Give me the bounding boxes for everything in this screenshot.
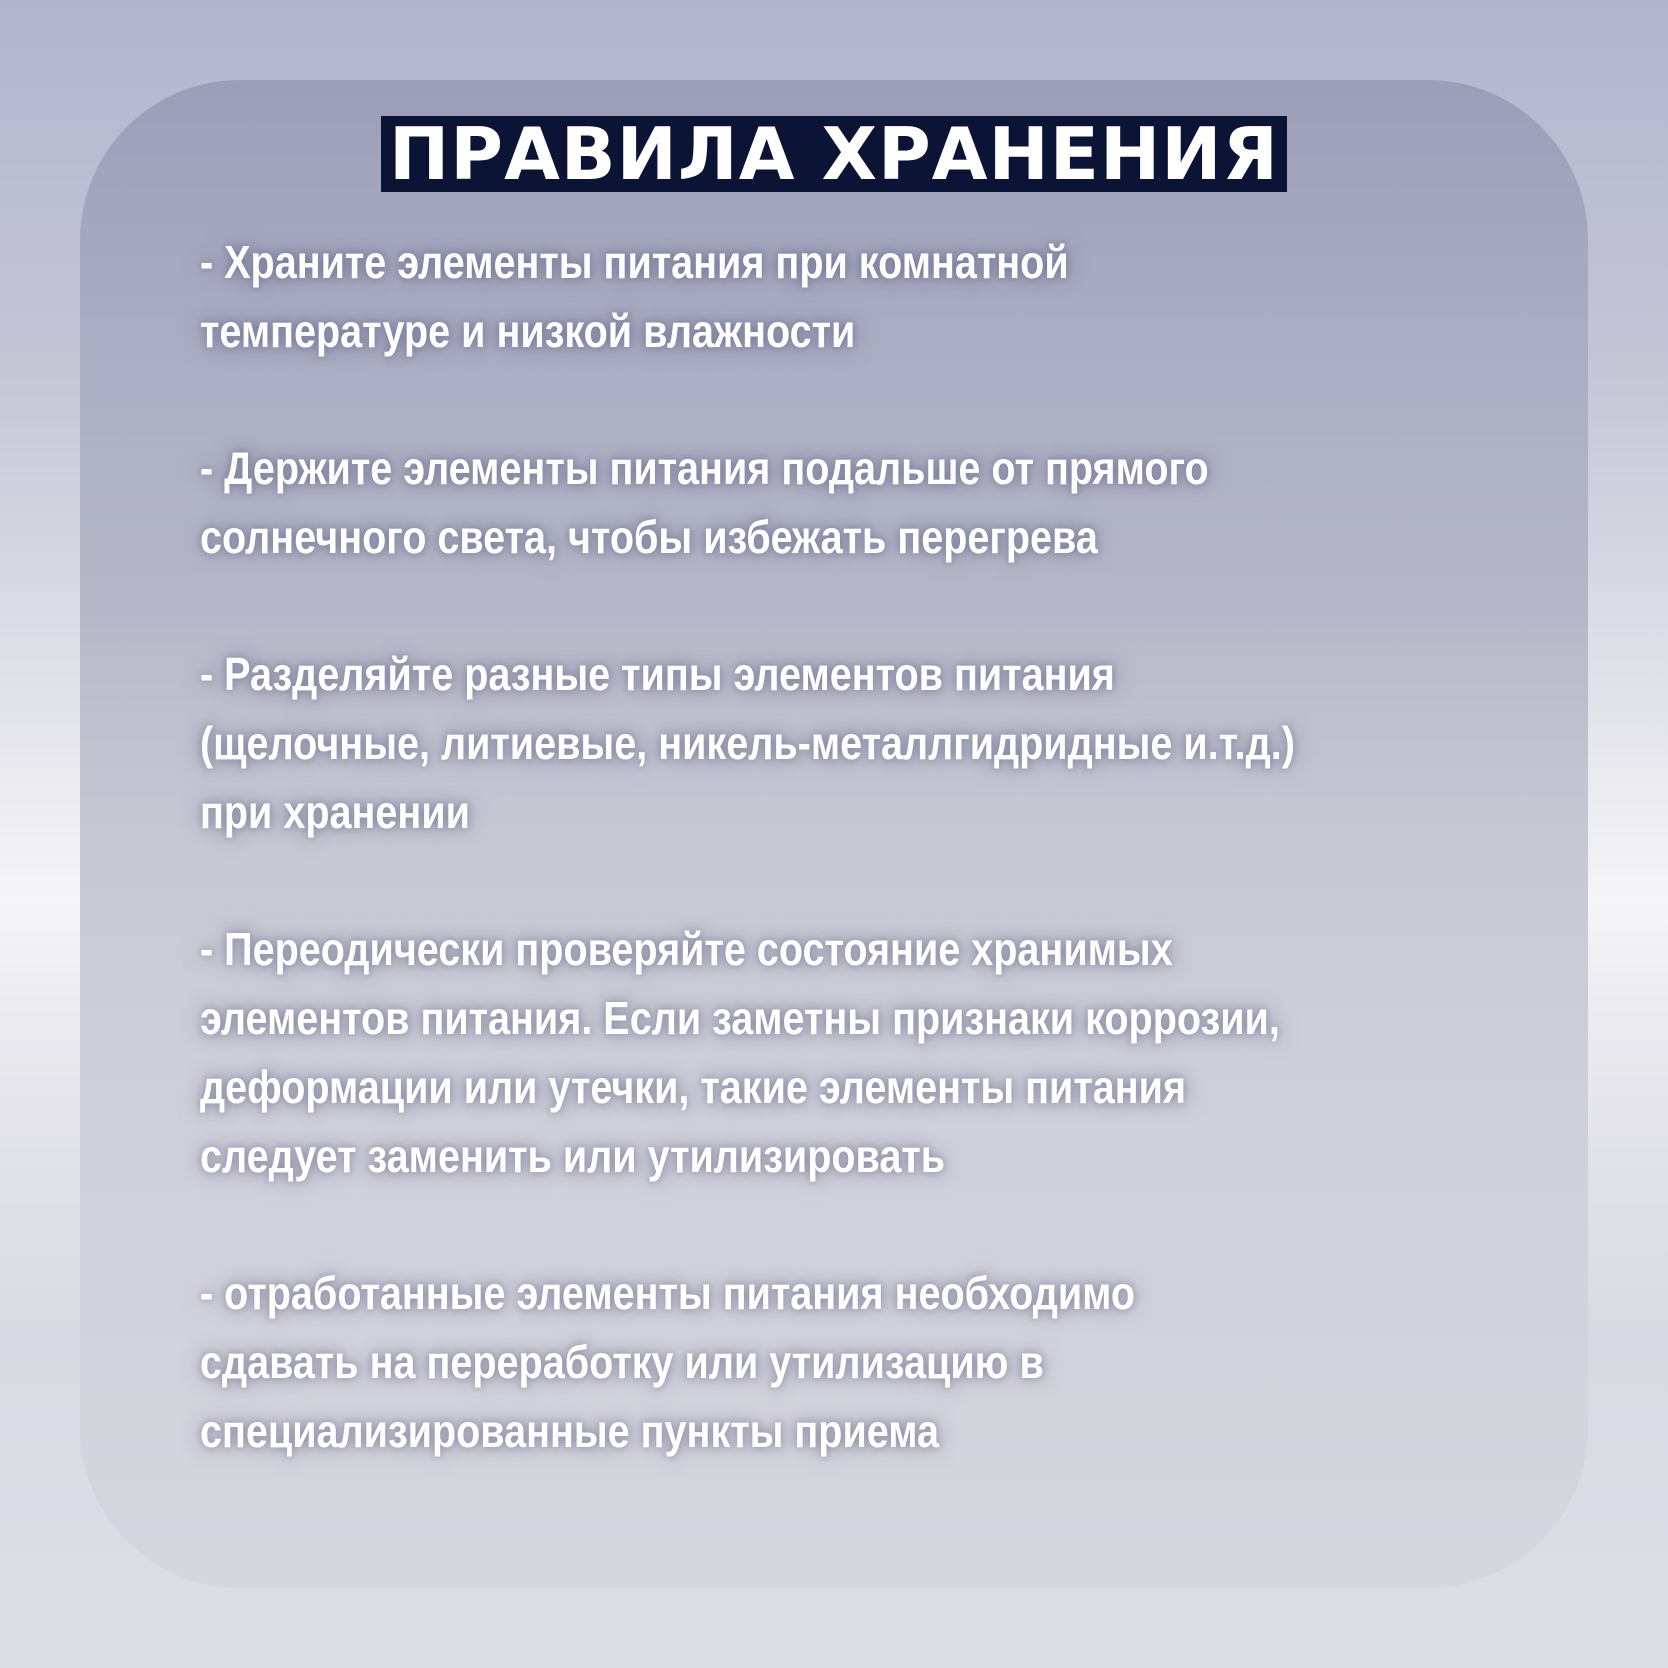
title-wrap xyxy=(80,112,1588,196)
rule-item-2 xyxy=(200,434,1530,572)
rule-item-4 xyxy=(200,915,1530,1191)
rule-text-line: сдавать на переработку или утилизацию в xyxy=(200,1336,1044,1388)
rule-item-1 xyxy=(200,228,1530,366)
rules-list xyxy=(200,228,1530,1534)
rule-text-line: солнечного света, чтобы избежать перегрева xyxy=(200,511,1098,563)
page-title: ПРАВИЛА ХРАНЕНИЯ xyxy=(381,116,1287,192)
rule-item-3 xyxy=(200,640,1530,847)
rule-text-line: - Переодически проверяйте состояние хранимых xyxy=(200,923,1173,975)
rule-text-line: при хранении xyxy=(200,786,470,838)
rule-text-line: элементов питания. Если заметны признаки коррозии, xyxy=(200,992,1280,1044)
rule-item-5 xyxy=(200,1259,1530,1466)
rule-text-line: следует заменить или утилизировать xyxy=(200,1130,946,1182)
rule-text-line: - отработанные элементы питания необходимо xyxy=(200,1267,1136,1319)
rule-text-line: температуре и низкой влажности xyxy=(200,305,856,357)
rules-card xyxy=(80,80,1588,1588)
rule-text-line: - Разделяйте разные типы элементов питания xyxy=(200,648,1115,700)
rule-text-line: специализированные пункты приема xyxy=(200,1405,940,1457)
rule-text-line: деформации или утечки, такие элементы питания xyxy=(200,1061,1187,1113)
rule-text-line: - Храните элементы питания при комнатной xyxy=(200,236,1069,288)
rule-text-line: (щелочные, литиевые, никель-металлгидридные и.т.д.) xyxy=(200,717,1295,769)
rule-text-line: - Держите элементы питания подальше от прямого xyxy=(200,442,1209,494)
